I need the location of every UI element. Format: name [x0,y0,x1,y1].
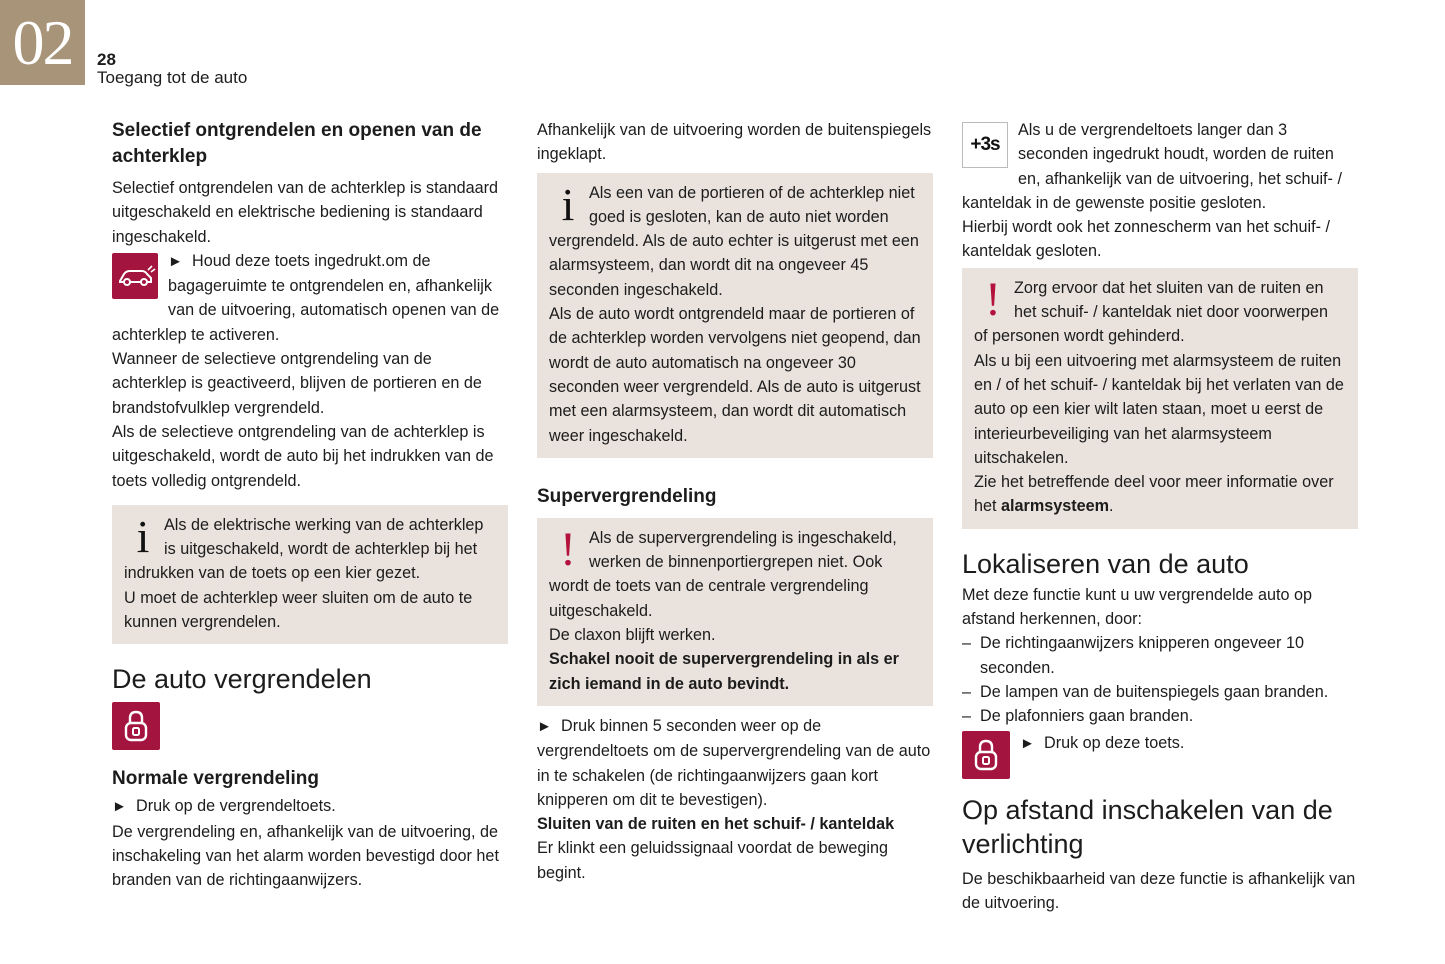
note-text: Als een van de portieren of de achterklep niet goed is gesloten, kan de auto niet worden vergrendeld. Als de auto echter is uitgerust met een alarmsysteem, dan wordt dit na ongeveer 45 seconden ingeschakeld. [549,183,919,299]
paragraph: Wanneer de selectieve ontgrendeling van de achterklep is geactiveerd, blijven de portieren en de brandstofvulklep vergrendeld. [112,350,482,417]
note-text: De claxon blijft werken. [549,626,716,645]
note-text: Als de elektrische werking van de achterklep is uitgeschakeld, wordt de achterklep bij het indrukken van de toets op een kier gezet. [124,515,484,583]
paragraph: Als u de vergrendeltoets langer dan 3 seconden ingedrukt houdt, worden de ruiten en, afhankelijk van de uitvoering, het schuif- / kanteldak in de gewenste positie gesloten. [962,121,1342,212]
chapter-number-tab: 02 [0,0,85,85]
paragraph-press-again: ► Druk binnen 5 seconden weer op de vergrendeltoets om de supervergrendeling van de auto in te schakelen (de richtingaanwijzers gaan kort knipperen om dit te bevestigen). [537,716,931,809]
paragraph-press-key: ► Houd deze toets ingedrukt.om de bagageruimte te ontgrendelen en, afhankelijk van de uitvoering, automatisch openen van de achterklep te activeren. [112,251,500,344]
note-text: Als de auto wordt ontgrendeld maar de portieren of de achterklep worden vervolgens niet geopend, dan wordt de auto automatisch na ongeveer 30 seconden weer vergrendeld. Als de auto is uitgerust met een alarmsysteem, dan wordt dit automatisch weer ingeschakeld. [549,305,921,445]
paragraph: De vergrendeling en, afhankelijk van de uitvoering, de inschakeling van het alarm worden bevestigd door het branden van de richtingaanwijzers. [112,822,499,890]
list-item: – De lampen van de buitenspiegels gaan branden. [962,682,1329,701]
warning-note-box [537,518,933,706]
subheading-close-windows: Sluiten van de ruiten en het schuif- / kanteldak [537,815,895,834]
lock-button-icon [112,702,160,750]
heading-lock-car: De auto vergrendelen [112,664,372,695]
note-text: Zorg ervoor dat het sluiten van de ruiten en het schuif- / kanteldak niet door voorwerpen of personen wordt gehinderd. [974,278,1329,346]
paragraph-press-lock: ► Druk op de vergrendeltoets. [112,794,508,819]
info-note-box [537,173,933,458]
arrow-icon: ► [168,252,183,270]
arrow-icon: ► [112,798,127,816]
paragraph-press-key: ► Druk op deze toets. [962,731,1358,756]
paragraph: Hierbij wordt ook het zonnescherm van het schuif- / kanteldak gesloten. [962,218,1330,261]
note-text: Als u bij een uitvoering met alarmsysteem de ruiten en / of het schuif- / kanteldak bij het verlaten van de auto op een kier wilt laten staan, moet u eerst de interieurbeveiliging van het alarmsysteem uitschakelen. [974,351,1344,467]
paragraph: Er klinkt een geluidssignaal voordat de beweging begint. [537,839,888,882]
note-text-emphasis: Schakel nooit de supervergrendeling in als er zich iemand in de auto bevindt. [549,650,899,693]
arrow-icon: ► [537,717,552,735]
column-middle [537,118,933,885]
list-item: – De plafonniers gaan branden. [962,707,1194,726]
paragraph: Als de selectieve ontgrendeling van de achterklep is uitgeschakeld, wordt de auto bij het indrukken van de toets volledig ontgrendeld. [112,422,494,490]
warning-icon: ! [560,522,576,576]
note-text: Zie het betreffende deel voor meer informatie over het alarmsysteem. [974,473,1334,516]
heading-remote-lighting: Op afstand inschakelen van de verlichting [962,794,1333,859]
paragraph: De beschikbaarheid van deze functie is afhankelijk van de uitvoering. [962,869,1356,912]
column-left [112,118,508,893]
note-text: U moet de achterklep weer sluiten om de auto te kunnen vergrendelen. [124,588,473,632]
paragraph: Selectief ontgrendelen van de achterklep is standaard uitgeschakeld en elektrische bediening is standaard ingeschakeld. [112,179,499,246]
warning-icon: ! [985,272,1001,326]
paragraph: Met deze functie kunt u uw vergrendelde auto op afstand herkennen, door: [962,585,1313,629]
arrow-icon: ► [1020,734,1035,752]
heading-normal-lock: Normale vergrendeling [112,768,319,790]
hold-3s-icon: +3s [962,122,1008,168]
section-title: Toegang tot de auto [97,68,248,87]
info-note-box [112,505,508,644]
heading-selective-unlock: Selectief ontgrendelen en openen van de achterklep [112,120,482,167]
lock-button-icon [962,731,1010,779]
warning-note-box [962,268,1358,529]
note-text: Als de supervergrendeling is ingeschakeld, werken de binnenportiergrepen niet. Ook wordt de toets van de centrale vergrendeling uitgeschakeld. [549,528,897,620]
heading-superlock: Supervergrendeling [537,485,717,507]
alarm-system-reference: alarmsysteem [1001,497,1110,516]
info-icon: i [561,178,575,230]
paragraph: Afhankelijk van de uitvoering worden de buitenspiegels ingeklapt. [537,121,932,164]
column-right [962,118,1358,915]
boot-unlock-key-icon [112,253,158,299]
page-number: 28 [97,50,116,69]
info-icon: i [136,510,150,562]
heading-locate-car: Lokaliseren van de auto [962,548,1249,579]
list-item: – De richtingaanwijzers knipperen ongeveer 10 seconden. [962,634,1304,677]
